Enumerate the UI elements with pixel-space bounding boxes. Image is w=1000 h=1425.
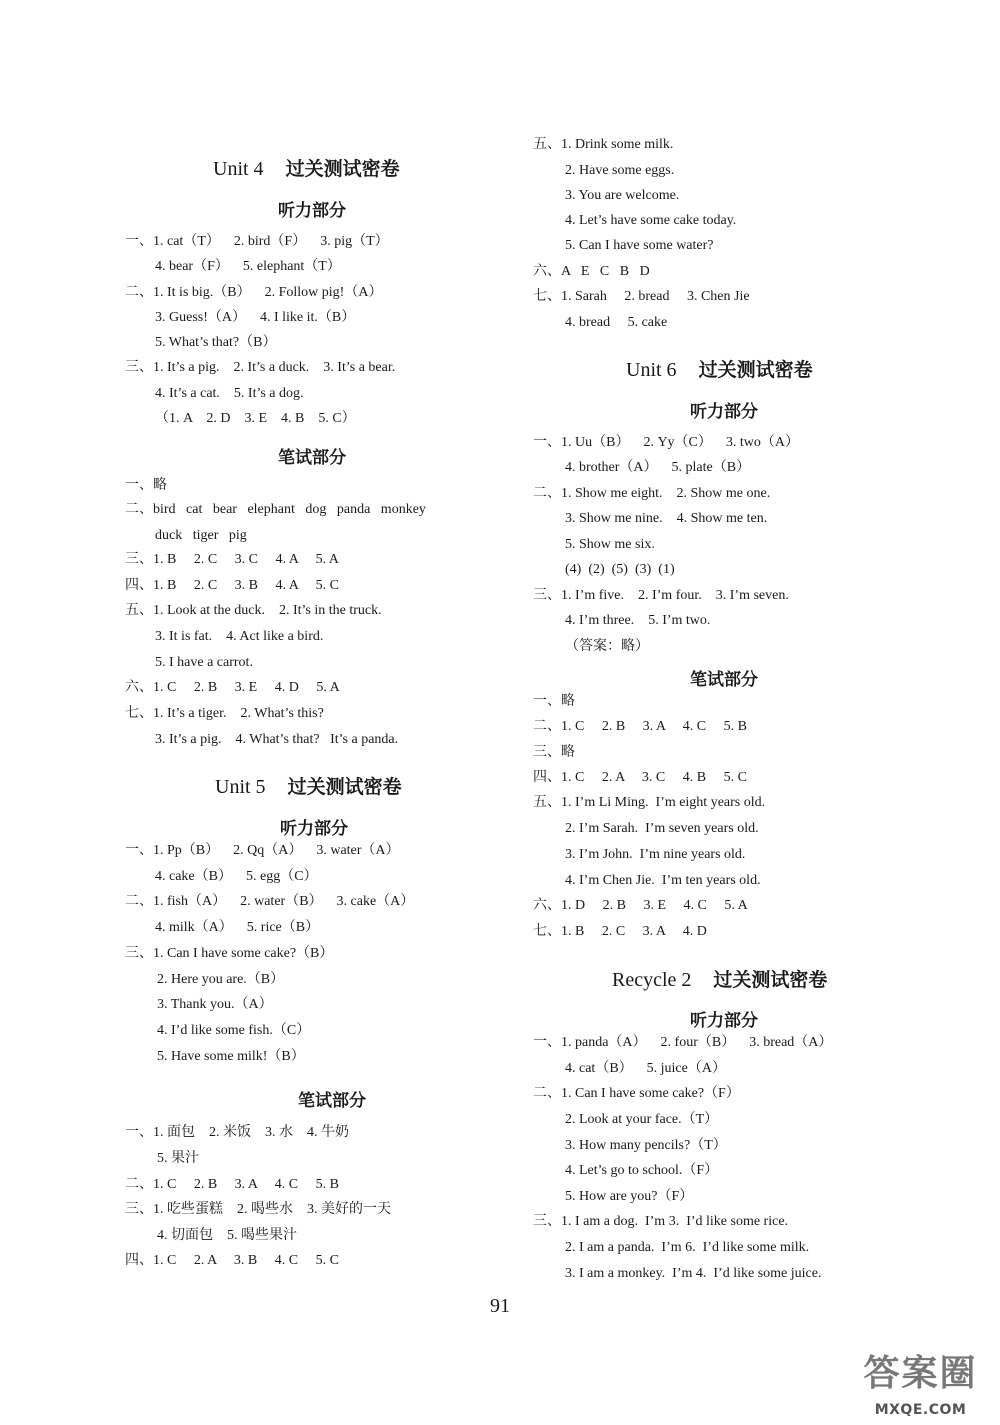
unit5-continued-line: 五、1. Drink some milk.: [533, 137, 674, 152]
unit6-written-line: 一、略: [533, 694, 575, 709]
unit6-written-line: 七、1. B 2. C 3. A 4. D: [533, 924, 707, 939]
unit4-written-line: 一、略: [125, 478, 167, 493]
unit6-listening-title: 听力部分: [690, 402, 758, 422]
unit6-title-unit: Unit 6: [626, 359, 677, 381]
unit5-listening-line: 4. cake（B） 5. egg（C）: [155, 869, 318, 884]
unit4-written-line: 5. I have a carrot.: [155, 655, 253, 670]
recycle2-listening-line: 一、1. panda（A） 2. four（B） 3. bread（A）: [533, 1035, 833, 1050]
unit4-written-line: 四、1. B 2. C 3. B 4. A 5. C: [125, 578, 339, 593]
unit4-listening-line: 三、1. It’s a pig. 2. It’s a duck. 3. It’s a bear.: [125, 360, 396, 375]
recycle2-listening-line: 4. Let’s go to school.（F）: [565, 1163, 719, 1178]
unit4-listening-title: 听力部分: [278, 201, 346, 221]
unit4-written-line: 二、bird cat bear elephant dog panda monkey: [125, 502, 426, 517]
recycle2-title: [612, 965, 827, 992]
unit4-title: [213, 154, 400, 181]
unit6-listening-line: 4. I’m three. 5. I’m two.: [565, 613, 711, 628]
unit4-written-line: 3. It’s a pig. 4. What’s that? It’s a panda.: [155, 732, 399, 747]
unit4-listening-line: 一、1. cat（T） 2. bird（F） 3. pig（T）: [125, 234, 389, 249]
unit6-written-line: 二、1. C 2. B 3. A 4. C 5. B: [533, 719, 747, 734]
unit6-written-line: 2. I’m Sarah. I’m seven years old.: [565, 821, 759, 836]
recycle2-listening-line: 二、1. Can I have some cake?（F）: [533, 1086, 740, 1101]
unit6-written-line: 五、1. I’m Li Ming. I’m eight years old.: [533, 795, 766, 810]
unit5-listening-line: 二、1. fish（A） 2. water（B） 3. cake（A）: [125, 894, 415, 909]
unit4-listening-line: 5. What’s that?（B）: [155, 335, 277, 350]
unit5-listening-line: 一、1. Pp（B） 2. Qq（A） 3. water（A）: [125, 843, 400, 858]
unit5-title: [215, 772, 402, 799]
unit6-listening-line: 5. Show me six.: [565, 537, 655, 552]
unit5-continued-line: 4. bread 5. cake: [565, 315, 668, 330]
unit6-title-cn: 过关测试密卷: [698, 359, 813, 381]
unit6-listening-line: 3. Show me nine. 4. Show me ten.: [565, 511, 768, 526]
unit6-written-line: 三、略: [533, 745, 575, 760]
unit4-listening-line: 4. bear（F） 5. elephant（T）: [155, 259, 341, 274]
unit4-written-line: 五、1. Look at the duck. 2. It’s in the truck.: [125, 603, 382, 618]
unit4-listening-line: 二、1. It is big.（B） 2. Follow pig!（A）: [125, 285, 383, 300]
unit4-listening-line: （1. A 2. D 3. E 4. B 5. C）: [155, 411, 356, 426]
unit4-written-title: 笔试部分: [278, 448, 346, 468]
unit5-written-line: 二、1. C 2. B 3. A 4. C 5. B: [125, 1177, 339, 1192]
unit5-listening-line: 5. Have some milk!（B）: [157, 1049, 305, 1064]
unit6-written-line: 4. I’m Chen Jie. I’m ten years old.: [565, 873, 761, 888]
unit5-written-line: 4. 切面包 5. 喝些果汁: [157, 1228, 297, 1243]
unit5-continued-line: 2. Have some eggs.: [565, 163, 675, 178]
unit6-written-line: 四、1. C 2. A 3. C 4. B 5. C: [533, 770, 747, 785]
unit5-listening-line: 三、1. Can I have some cake?（B）: [125, 946, 334, 961]
unit4-written-line: duck tiger pig: [155, 528, 247, 543]
unit5-written-line: 三、1. 吃些蛋糕 2. 喝些水 3. 美好的一天: [125, 1202, 391, 1217]
unit6-listening-line: 三、1. I’m five. 2. I’m four. 3. I’m seven.: [533, 588, 789, 603]
unit4-written-line: 三、1. B 2. C 3. C 4. A 5. A: [125, 552, 339, 567]
recycle2-listening-line: 2. I am a panda. I’m 6. I’d like some milk.: [565, 1240, 810, 1255]
unit6-listening-line: (4) (2) (5) (3) (1): [565, 562, 675, 577]
unit4-written-line: 3. It is fat. 4. Act like a bird.: [155, 629, 324, 644]
unit5-listening-line: 2. Here you are.（B）: [157, 972, 285, 987]
unit5-listening-line: 3. Thank you.（A）: [157, 997, 273, 1012]
recycle2-listening-line: 5. How are you?（F）: [565, 1189, 694, 1204]
recycle2-listening-line: 4. cat（B） 5. juice（A）: [565, 1061, 726, 1076]
unit5-written-line: 5. 果汁: [157, 1151, 199, 1166]
unit5-listening-line: 4. I’d like some fish.（C）: [157, 1023, 311, 1038]
unit4-written-line: 六、1. C 2. B 3. E 4. D 5. A: [125, 680, 340, 695]
unit6-listening-line: 一、1. Uu（B） 2. Yy（C） 3. two（A）: [533, 435, 800, 450]
unit5-listening-title: 听力部分: [280, 819, 348, 839]
unit5-written-line: 四、1. C 2. A 3. B 4. C 5. C: [125, 1253, 339, 1268]
recycle2-listening-line: 3. I am a monkey. I’m 4. I’d like some juice.: [565, 1266, 822, 1281]
watermark-logo: [848, 1352, 993, 1418]
unit5-continued-line: 3. You are welcome.: [565, 188, 680, 203]
unit4-listening-line: 3. Guess!（A） 4. I like it.（B）: [155, 310, 356, 325]
watermark-site-text: MXQE.COM: [874, 1402, 967, 1418]
recycle2-listening-title: 听力部分: [690, 1011, 758, 1031]
recycle2-listening-line: 三、1. I am a dog. I’m 3. I’d like some rice.: [533, 1214, 789, 1229]
unit5-continued-line: 七、1. Sarah 2. bread 3. Chen Jie: [533, 289, 750, 304]
unit6-written-line: 六、1. D 2. B 3. E 4. C 5. A: [533, 898, 748, 913]
unit5-title-unit: Unit 5: [215, 776, 266, 798]
unit5-title-cn: 过关测试密卷: [287, 776, 402, 798]
unit5-continued-line: 4. Let’s have some cake today.: [565, 213, 737, 228]
watermark-logo-text: 答案圈: [863, 1353, 978, 1394]
recycle2-title-unit: Recycle 2: [612, 969, 692, 991]
unit4-title-cn: 过关测试密卷: [285, 158, 400, 180]
recycle2-listening-line: 3. How many pencils?（T）: [565, 1138, 727, 1153]
unit6-title: [626, 355, 813, 382]
unit6-listening-line: （答案：略）: [565, 639, 649, 654]
unit4-listening-line: 4. It’s a cat. 5. It’s a dog.: [155, 386, 304, 401]
unit6-listening-line: 4. brother（A） 5. plate（B）: [565, 460, 751, 475]
unit5-continued-line: 5. Can I have some water?: [565, 238, 714, 253]
unit4-written-line: 七、1. It’s a tiger. 2. What’s this?: [125, 706, 324, 721]
recycle2-title-cn: 过关测试密卷: [713, 969, 828, 991]
unit5-continued-line: 六、A E C B D: [533, 264, 650, 279]
unit4-title-unit: Unit 4: [213, 158, 264, 180]
unit5-written-line: 一、1. 面包 2. 米饭 3. 水 4. 牛奶: [125, 1125, 349, 1140]
page-number: 91: [490, 1295, 510, 1317]
unit6-written-title: 笔试部分: [690, 670, 758, 690]
recycle2-listening-line: 2. Look at your face.（T）: [565, 1112, 719, 1127]
unit6-listening-line: 二、1. Show me eight. 2. Show me one.: [533, 486, 771, 501]
unit5-listening-line: 4. milk（A） 5. rice（B）: [155, 920, 320, 935]
unit6-written-line: 3. I’m John. I’m nine years old.: [565, 847, 746, 862]
unit5-written-title: 笔试部分: [298, 1091, 366, 1111]
